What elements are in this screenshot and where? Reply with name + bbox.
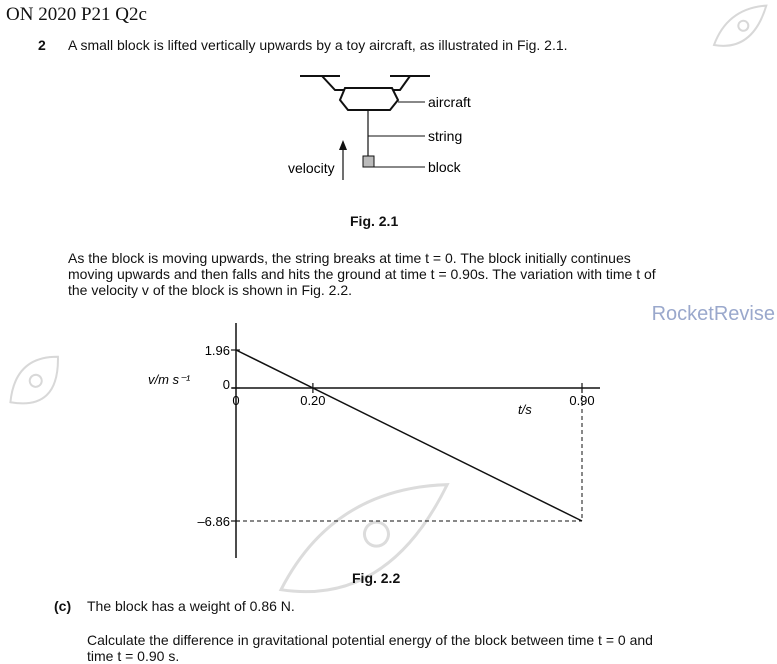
x-tick-label-0-20: 0.20 [300,393,326,408]
y-tick-label-neg-6-86: –6.86 [197,514,230,529]
figure-2-1-diagram [280,68,500,188]
page-header: ON 2020 P21 Q2c [6,4,147,25]
question-number: 2 [38,37,46,53]
x-tick-label-0: 0 [232,393,240,408]
label-aircraft: aircraft [428,94,471,110]
x-axis-label: t/s [518,402,532,417]
block [363,156,374,167]
figure-2-2-chart [140,318,630,568]
x-tick-label-0-90: 0.90 [569,393,595,408]
paragraph-line-3: the velocity v of the block is shown in Fig. 2.2. [68,282,353,298]
part-c-label: (c) [54,598,72,614]
rocketrevise-watermark: RocketRevise [651,303,775,325]
rocket-watermark-icon-top-right [700,0,777,60]
part-c-instruction-line-2: time t = 0.90 s. [87,648,180,664]
rocket-watermark-icon-left [0,340,75,430]
y-tick-label-1-96: 1.96 [204,343,230,358]
part-c-instruction-line-1: Calculate the difference in gravitational potential energy of the block between time t = 0 and [87,632,653,648]
label-velocity: velocity [288,160,335,176]
description-paragraph [68,250,728,298]
y-axis-label: v/m s⁻¹ [148,372,191,387]
paragraph-line-1: As the block is moving upwards, the string breaks at time t = 0. The block initially continues [68,250,631,266]
figure-2-2-caption: Fig. 2.2 [352,570,401,586]
aircraft-body [340,88,398,110]
part-c-instruction [87,632,653,664]
label-string: string [428,128,463,144]
figure-2-1-caption: Fig. 2.1 [350,213,399,229]
question-intro: A small block is lifted vertically upwards by a toy aircraft, as illustrated in Fig. 2.1. [68,37,568,53]
part-c-statement: The block has a weight of 0.86 N. [87,598,295,614]
velocity-line [236,350,582,521]
label-block: block [428,159,461,175]
paragraph-line-2: moving upwards and then falls and hits the ground at time t = 0.90s. The variation with time t of [68,266,656,282]
y-tick-label-0: 0 [222,377,230,392]
